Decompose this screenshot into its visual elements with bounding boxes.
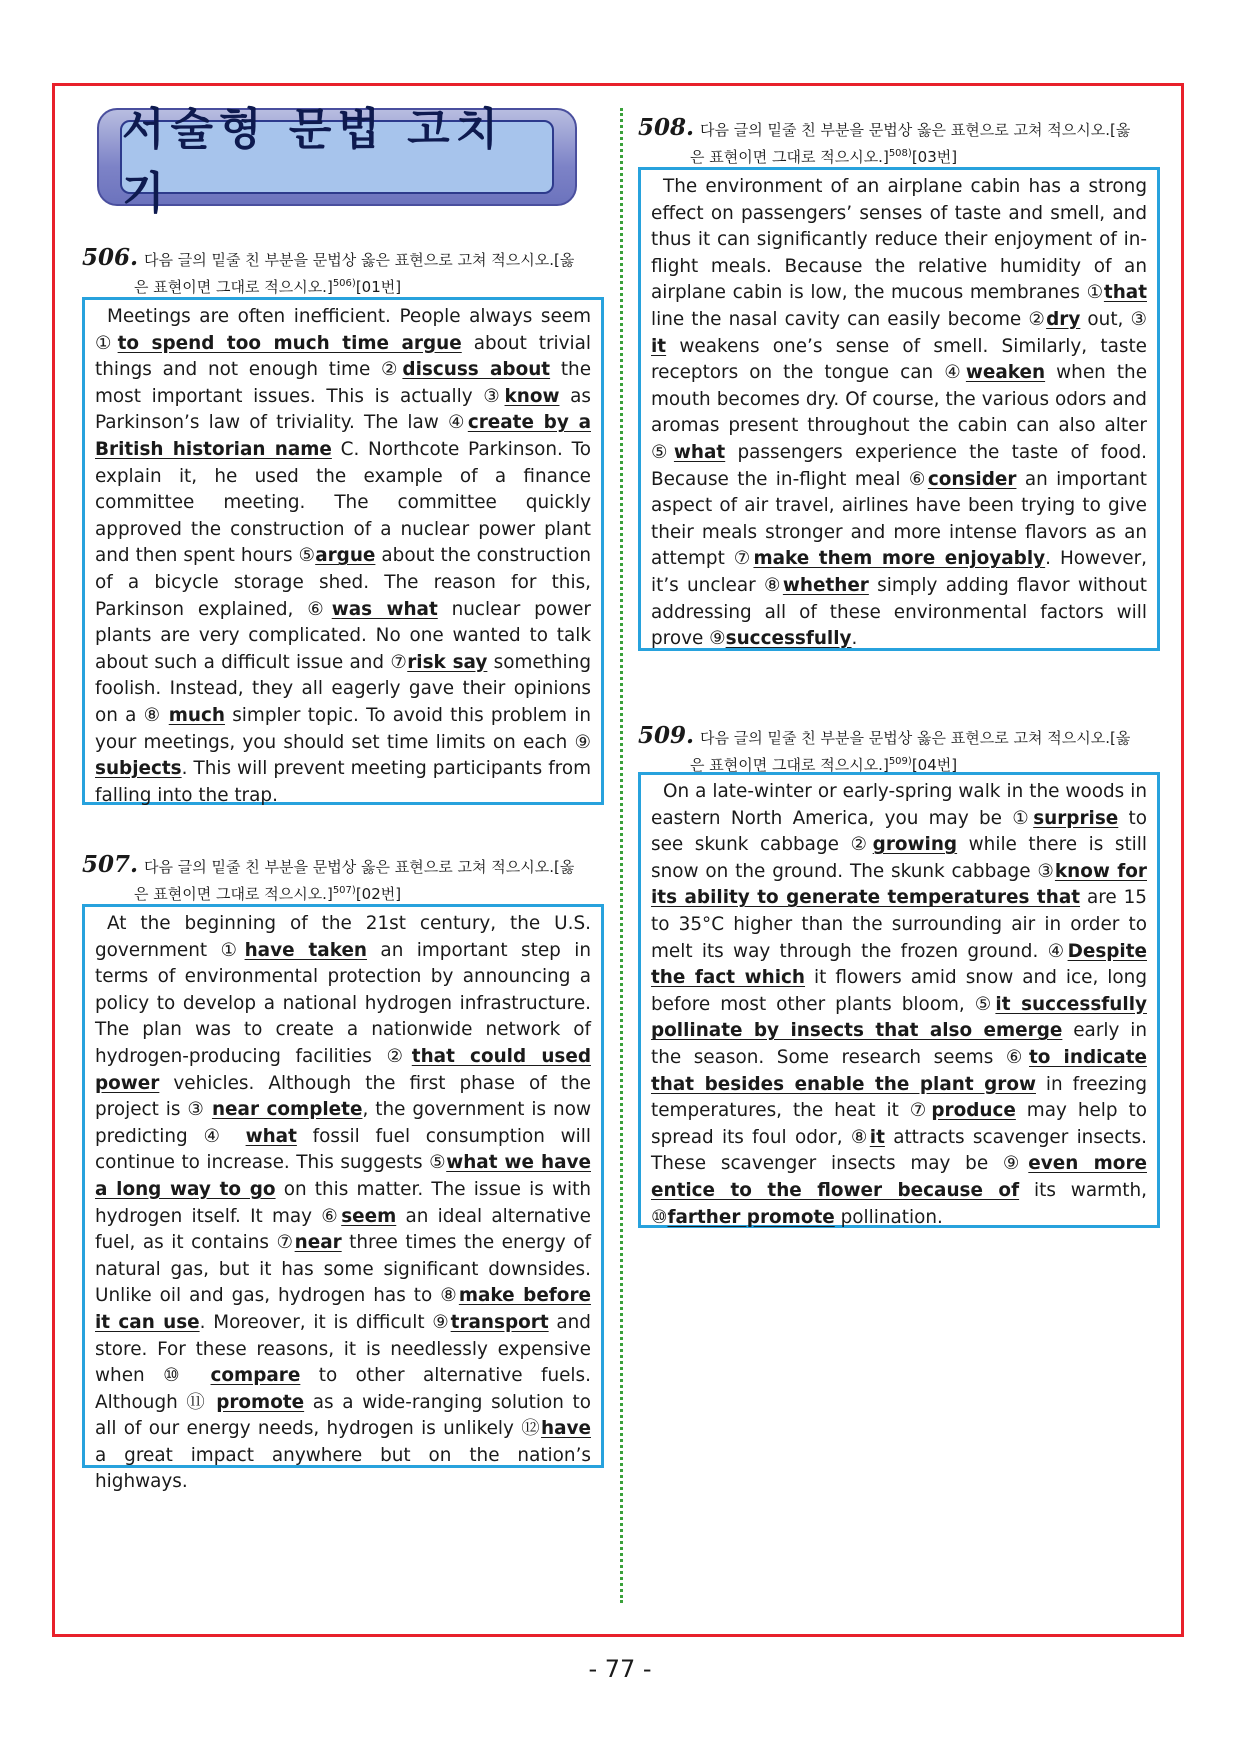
underlined-answer: farther promote — [667, 1206, 835, 1228]
instruction-line-1: 다음 글의 밑줄 친 부분을 문법상 옳은 표현으로 고쳐 적으시오.[옳 — [700, 121, 1131, 139]
passage-segment: and store. For these reasons, it is needlessly expensive when ⑩ — [95, 1311, 591, 1387]
passage-segment: the most important issues. This is actually ③ — [95, 359, 592, 407]
question-number: 509. — [638, 722, 695, 749]
footnote-ref: 508) — [888, 148, 912, 159]
passage-segment: it flowers amid snow and ice, long before most other plants bloom, ⑤ — [651, 967, 1147, 1015]
underlined-answer: to spend too much time argue — [117, 332, 462, 354]
underlined-answer: know — [504, 385, 560, 407]
question-number: 507. — [82, 851, 139, 878]
passage-segment: nuclear power plants are very complicated. No one wanted to talk about such a difficult issue and ⑦ — [95, 598, 591, 673]
passage-segment: three times the energy of natural gas, but it has some significant downsides. Unlike oil and gas, hydrogen has to ⑧ — [95, 1232, 591, 1307]
question-tag: [01번] — [355, 278, 402, 296]
underlined-answer: discuss about — [402, 359, 551, 381]
footnote-ref: 509) — [888, 756, 912, 767]
underlined-answer: near complete — [211, 1099, 363, 1121]
passage-segment: to other alternative fuels. Although ⑪ — [95, 1365, 591, 1413]
passage-segment: an important step in terms of environmental protection by announcing a policy to develop a national hydrogen infrastructure. The plan was to create a nationwide network of hydrogen-producing facilities ② — [95, 939, 591, 1067]
question-number: 508. — [638, 114, 695, 141]
passage-segment: an important aspect of air travel, airlines have been trying to give their meals stronger and more intense flavors as an attempt ⑦ — [651, 468, 1147, 570]
passage-segment: Meetings are often inefficient. People always seem ① — [95, 306, 591, 354]
passage-segment: attracts scavenger insects. These scavenger insects may be ⑨ — [651, 1126, 1147, 1175]
passage-segment: something foolish. Instead, they all eagerly gave their opinions on a ⑧ — [95, 651, 591, 726]
underlined-answer: it successfully pollinate by insects that also emerge — [651, 993, 1147, 1042]
underlined-answer: that could used power — [95, 1045, 591, 1094]
passage-segment: C. Northcote Parkinson. To explain it, he used the example of a finance committee meeting. The committee quickly approved the construction of a nuclear power plant and then spent hours ⑤ — [95, 438, 591, 567]
underlined-answer: dry — [1046, 308, 1081, 330]
passage-text — [651, 779, 1147, 1231]
passage-segment: about the construction of a bicycle storage shed. The reason for this, Parkinson explained, ⑥ — [95, 545, 591, 620]
footnote-ref: 506) — [332, 278, 356, 289]
passage-box-508 — [638, 167, 1160, 651]
passage-segment: out, ③ — [1080, 308, 1147, 330]
question-tag: [02번] — [355, 885, 402, 903]
underlined-answer: weaken — [965, 362, 1046, 384]
question-header-507 — [82, 853, 612, 906]
underlined-answer: it — [869, 1126, 885, 1148]
underlined-answer: subjects — [95, 758, 182, 780]
passage-segment: while there is still snow on the ground. The skunk cabbage ③ — [651, 834, 1147, 882]
underlined-answer: produce — [931, 1100, 1016, 1122]
passage-segment: . This will prevent meeting participants from falling into the trap. — [95, 758, 591, 806]
question-header-508 — [638, 116, 1168, 169]
passage-text — [95, 911, 591, 1496]
question-tag: [03번] — [911, 148, 958, 166]
column-divider — [620, 108, 623, 1603]
passage-segment: vehicles. Although the first phase of the project is ③ — [95, 1072, 591, 1121]
question-tag: [04번] — [911, 756, 958, 774]
underlined-answer: know for its ability to generate temperatures that — [651, 860, 1147, 909]
question-header-509 — [638, 724, 1168, 777]
passage-segment: may help to spread its foul odor, ⑧ — [651, 1100, 1147, 1148]
passage-segment: are 15 to 35°C higher than the surrounding air in order to melt its way through the frozen ground. ④ — [651, 887, 1147, 962]
underlined-answer: risk say — [407, 651, 488, 673]
underlined-answer: make before it can use — [95, 1285, 591, 1333]
underlined-answer: growing — [872, 834, 958, 856]
passage-segment: a great impact anywhere but on the nation’s highways. — [95, 1444, 591, 1493]
underlined-answer: what we have a long way to go — [95, 1152, 591, 1200]
passage-segment: on this matter. The issue is with hydrogen itself. It may ⑥ — [95, 1178, 591, 1227]
underlined-answer: argue — [315, 545, 376, 567]
instruction-line-2: 은 표현이면 그대로 적으시오.] — [690, 756, 889, 774]
instruction-line-2: 은 표현이면 그대로 적으시오.] — [690, 148, 889, 166]
passage-segment: fossil fuel consumption will continue to increase. This suggests ⑤ — [95, 1125, 591, 1174]
passage-segment: about trivial things and not enough time ② — [95, 332, 591, 381]
passage-segment: passengers experience the taste of food. Because the in-flight meal ⑥ — [651, 441, 1147, 490]
underlined-answer: that — [1103, 282, 1147, 304]
passage-segment: At the beginning of the 21st century, the U.S. government ① — [95, 913, 591, 961]
passage-text — [651, 174, 1147, 653]
underlined-answer: even more entice to the flower because of — [651, 1153, 1147, 1201]
underlined-answer: seem — [341, 1205, 397, 1227]
question-header-506 — [82, 246, 612, 299]
instruction-line-1: 다음 글의 밑줄 친 부분을 문법상 옳은 표현으로 고쳐 적으시오.[옳 — [700, 729, 1131, 747]
question-number: 506. — [82, 244, 139, 271]
passage-segment: early in the season. Some research seems ⑥ — [651, 1020, 1147, 1068]
passage-segment: in freezing temperatures, the heat it ⑦ — [651, 1073, 1147, 1122]
instruction-line-1: 다음 글의 밑줄 친 부분을 문법상 옳은 표현으로 고쳐 적으시오.[옳 — [144, 858, 575, 876]
underlined-answer: much — [168, 704, 225, 726]
instruction-line-2: 은 표현이면 그대로 적으시오.] — [134, 278, 333, 296]
underlined-answer: have taken — [244, 939, 368, 961]
passage-segment: its warmth, ⑩ — [651, 1179, 1147, 1228]
underlined-answer: whether — [782, 574, 869, 596]
passage-segment: . Moreover, it is difficult ⑨ — [199, 1311, 451, 1333]
underlined-answer: what — [673, 441, 726, 463]
passage-segment: The environment of an airplane cabin has a strong effect on passengers’ senses of taste and smell, and thus it can significantly reduce their enjoyment of in-flight meals. Because the relative humidity of an airplane cabin is low, the mucous membranes ① — [651, 176, 1147, 304]
passage-segment: simpler topic. To avoid this problem in your meetings, you should set time limits on each ⑨ — [95, 704, 592, 753]
instruction-line-1: 다음 글의 밑줄 친 부분을 문법상 옳은 표현으로 고쳐 적으시오.[옳 — [144, 251, 575, 269]
underlined-answer: surprise — [1033, 807, 1119, 829]
passage-segment: to see skunk cabbage ② — [651, 807, 1148, 856]
passage-segment: as Parkinson’s law of triviality. The law ④ — [95, 385, 591, 434]
underlined-answer: promote — [216, 1391, 305, 1413]
underlined-answer: it — [651, 335, 667, 357]
underlined-answer: transport — [450, 1311, 549, 1333]
passage-segment: as a wide-ranging solution to all of our energy needs, hydrogen is unlikely ⑫ — [95, 1391, 591, 1440]
underlined-answer: near — [294, 1232, 342, 1254]
footnote-ref: 507) — [332, 885, 356, 896]
passage-segment: simply adding flavor without addressing all of these environmental factors will prove ⑨ — [651, 574, 1147, 650]
underlined-answer: make them more enjoyably — [753, 548, 1046, 570]
passage-segment: line the nasal cavity can easily become ② — [651, 308, 1047, 330]
passage-segment: pollination. — [834, 1206, 943, 1228]
passage-segment: an ideal alternative fuel, as it contains ⑦ — [95, 1205, 591, 1254]
underlined-answer: Despite the fact which — [651, 940, 1147, 989]
page-title: 서술형 문법 고치기 — [122, 104, 505, 219]
underlined-answer: create by a British historian name — [95, 412, 591, 460]
underlined-answer: have — [541, 1418, 591, 1440]
title-banner-inner — [120, 104, 554, 219]
page-number: - 77 - — [588, 1655, 652, 1683]
passage-segment: . — [851, 628, 858, 650]
passage-box-507 — [82, 904, 604, 1493]
passage-segment: On a late-winter or early-spring walk in the woods in eastern North America, you may be ① — [651, 781, 1147, 829]
underlined-answer: consider — [927, 468, 1017, 490]
underlined-answer: was what — [331, 598, 438, 620]
passage-text — [95, 304, 591, 809]
underlined-answer: successfully — [725, 628, 852, 650]
passage-box-506 — [82, 297, 604, 805]
passage-segment: . However, it’s unclear ⑧ — [651, 548, 1148, 596]
passage-box-509 — [638, 772, 1160, 1228]
underlined-answer: compare — [210, 1365, 301, 1387]
passage-segment: , the government is now predicting ④ — [95, 1099, 592, 1147]
underlined-answer: what — [245, 1125, 297, 1147]
passage-segment: when the mouth becomes dry. Of course, the various odors and aromas present throughout the cabin can also alter ⑤ — [651, 362, 1148, 463]
instruction-line-2: 은 표현이면 그대로 적으시오.] — [134, 885, 333, 903]
passage-segment: weakens one’s sense of smell. Similarly, taste receptors on the tongue can ④ — [651, 335, 1147, 384]
underlined-answer: to indicate that besides enable the plant grow — [651, 1046, 1147, 1095]
